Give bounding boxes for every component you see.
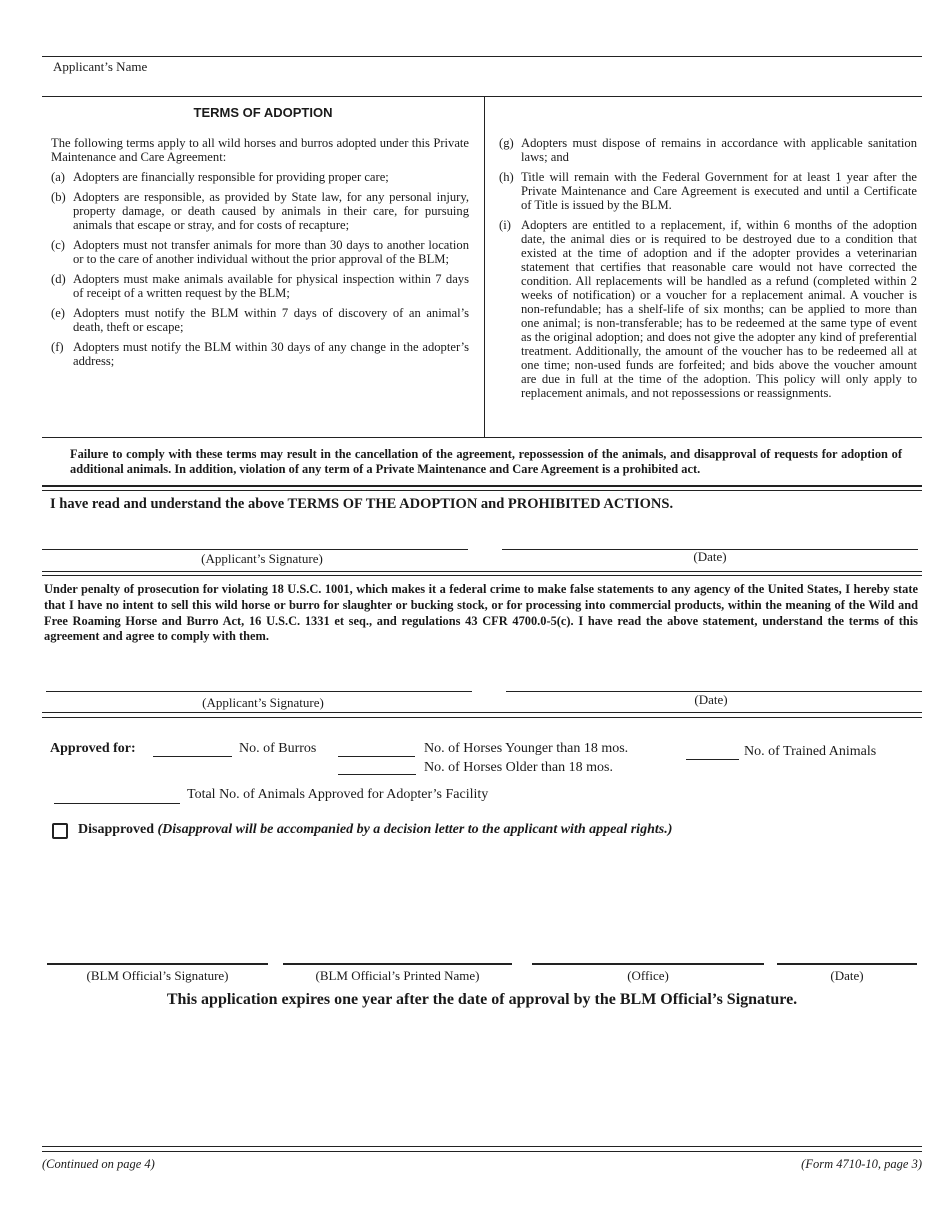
terms-left-column [51, 136, 469, 374]
disapproved-checkbox[interactable] [52, 823, 68, 839]
term-item: (b) Adopters are responsible, as provided by State law, for any personal injury, property damage, or death caused by animals in their care, for pursuing animals that escape or stray, and for costs of recapture; [51, 190, 469, 232]
approval-rule-top [42, 712, 922, 713]
disapproved-label: Disapproved [78, 822, 154, 837]
office-line[interactable] [532, 963, 764, 965]
horses-younger-input[interactable] [338, 756, 415, 757]
total-animals-label: Total No. of Animals Approved for Adopter’s Facility [187, 787, 489, 802]
approved-for-label: Approved for: [50, 741, 136, 756]
term-item: (d) Adopters must make animals available for physical inspection within 7 days of receipt of a written request by the BLM; [51, 272, 469, 300]
trained-animals-label: No. of Trained Animals [744, 744, 877, 759]
official-printed-name-line[interactable] [283, 963, 512, 965]
applicant-signature-line-2[interactable] [46, 691, 472, 692]
disapproved-row [78, 822, 672, 838]
terms-right-column [499, 136, 917, 406]
penalty-rule-top [42, 571, 922, 572]
acknowledgement-statement: I have read and understand the above TERMS OF THE ADOPTION and PROHIBITED ACTIONS. [50, 496, 674, 512]
terms-title: TERMS OF ADOPTION [193, 105, 333, 120]
applicant-name-field[interactable] [160, 58, 920, 92]
horses-older-input[interactable] [338, 774, 416, 775]
office-caption: (Office) [627, 968, 669, 983]
term-item: (h) Title will remain with the Federal Government for at least 1 year after the Private Maintenance and Care Agreement is executed and until a Certificate of Title is issued by the BLM. [499, 170, 917, 212]
applicant-signature-line[interactable] [42, 549, 468, 550]
term-item: (i) Adopters are entitled to a replacement, if, within 6 months of the adoption date, the animal dies or is required to be destroyed due to a condition that existed at the time of adoption and if the adopter provides a veterinarian statement that certifies that reasonable care would not have corrected the condition. All replacements will be handled as a refund (completed within 2 weeks of notification) or a voucher for a replacement animal. A voucher is non-refundable; has a shelf-life of six months; can be applied to more than one animal; is non-transferable; has to be redeemed at the same type of event as the original adoption; and does not give the adopter any kind of preferential treatment. Additionally, the amount of the voucher has to be redeemed all at one time; non-used funds are forfeited; and bids above the voucher amount are due in full at the time of the adoption. This policy will only apply to replacement animals, and not repossessions or reassignments. [499, 218, 917, 400]
disapproved-note: (Disapproval will be accompanied by a decision letter to the applicant with appeal rights.) [157, 822, 673, 837]
term-item: (a) Adopters are financially responsible for providing proper care; [51, 170, 389, 184]
horses-younger-label: No. of Horses Younger than 18 mos. [424, 741, 629, 756]
footer-rule-bottom [42, 1151, 922, 1152]
name-bottom-rule [42, 96, 922, 97]
expiration-notice: This application expires one year after the date of approval by the BLM Official’s Signature. [166, 991, 798, 1008]
trained-animals-input[interactable] [686, 759, 739, 760]
terms-bottom-rule [42, 437, 922, 438]
term-item: (g) Adopters must dispose of remains in accordance with applicable sanitation laws; and [499, 136, 917, 164]
burros-input[interactable] [153, 756, 232, 757]
applicant-signature-caption: (Applicant’s Signature) [201, 551, 323, 566]
total-animals-input[interactable] [54, 803, 180, 804]
official-printed-name-caption: (BLM Official’s Printed Name) [315, 968, 480, 983]
penalty-statement: Under penalty of prosecution for violating 18 U.S.C. 1001, which makes it a federal crime to make false statements to any agency of the United States, I hereby state that I have no intent to sell this wild horse or burro for slaughter or bucking stock, or for processing into commercial products, within the meaning of the Wild and Free Roaming Horse and Burro Act, 16 U.S.C. 1331 et seq., and regulations 43 CFR 4700.0-5(c). I have read the above statement, understand the terms of this agreement and agree to comply with them. [44, 582, 918, 644]
terms-column-divider [484, 96, 485, 437]
footer-rule-top [42, 1146, 922, 1147]
continued-note: (Continued on page 4) [42, 1157, 155, 1171]
horses-older-label: No. of Horses Older than 18 mos. [424, 760, 613, 775]
double-rule-bottom [42, 490, 922, 491]
approval-rule-bottom [42, 717, 922, 718]
date-caption: (Date) [693, 549, 727, 564]
term-item: (c) Adopters must not transfer animals for more than 30 days to another location or to the care of another individual without the prior approval of the BLM; [51, 238, 469, 266]
applicant-name-label: Applicant’s Name [53, 59, 148, 74]
term-item: (f) Adopters must notify the BLM within 30 days of any change in the adopter’s address; [51, 340, 469, 368]
penalty-rule-bottom [42, 575, 922, 576]
failure-notice: Failure to comply with these terms may result in the cancellation of the agreement, repossession of the animals, and disapproval of requests for adoption of additional animals. In addition, violation of any term of a Private Maintenance and Care Agreement is a prohibited act. [70, 447, 902, 476]
official-signature-caption: (BLM Official’s Signature) [86, 968, 229, 983]
term-item: (e) Adopters must notify the BLM within 7 days of discovery of an animal’s death, theft or escape; [51, 306, 469, 334]
burros-label: No. of Burros [239, 741, 317, 756]
terms-intro: The following terms apply to all wild horses and burros adopted under this Private Maintenance and Care Agreement: [51, 136, 469, 164]
official-signature-line[interactable] [47, 963, 268, 965]
official-date-caption: (Date) [830, 968, 864, 983]
form-id: (Form 4710-10, page 3) [801, 1157, 922, 1171]
double-rule-top [42, 485, 922, 487]
official-date-line[interactable] [777, 963, 917, 965]
date-caption-2: (Date) [694, 692, 728, 707]
top-rule [42, 56, 922, 57]
applicant-signature-caption-2: (Applicant’s Signature) [202, 695, 324, 710]
